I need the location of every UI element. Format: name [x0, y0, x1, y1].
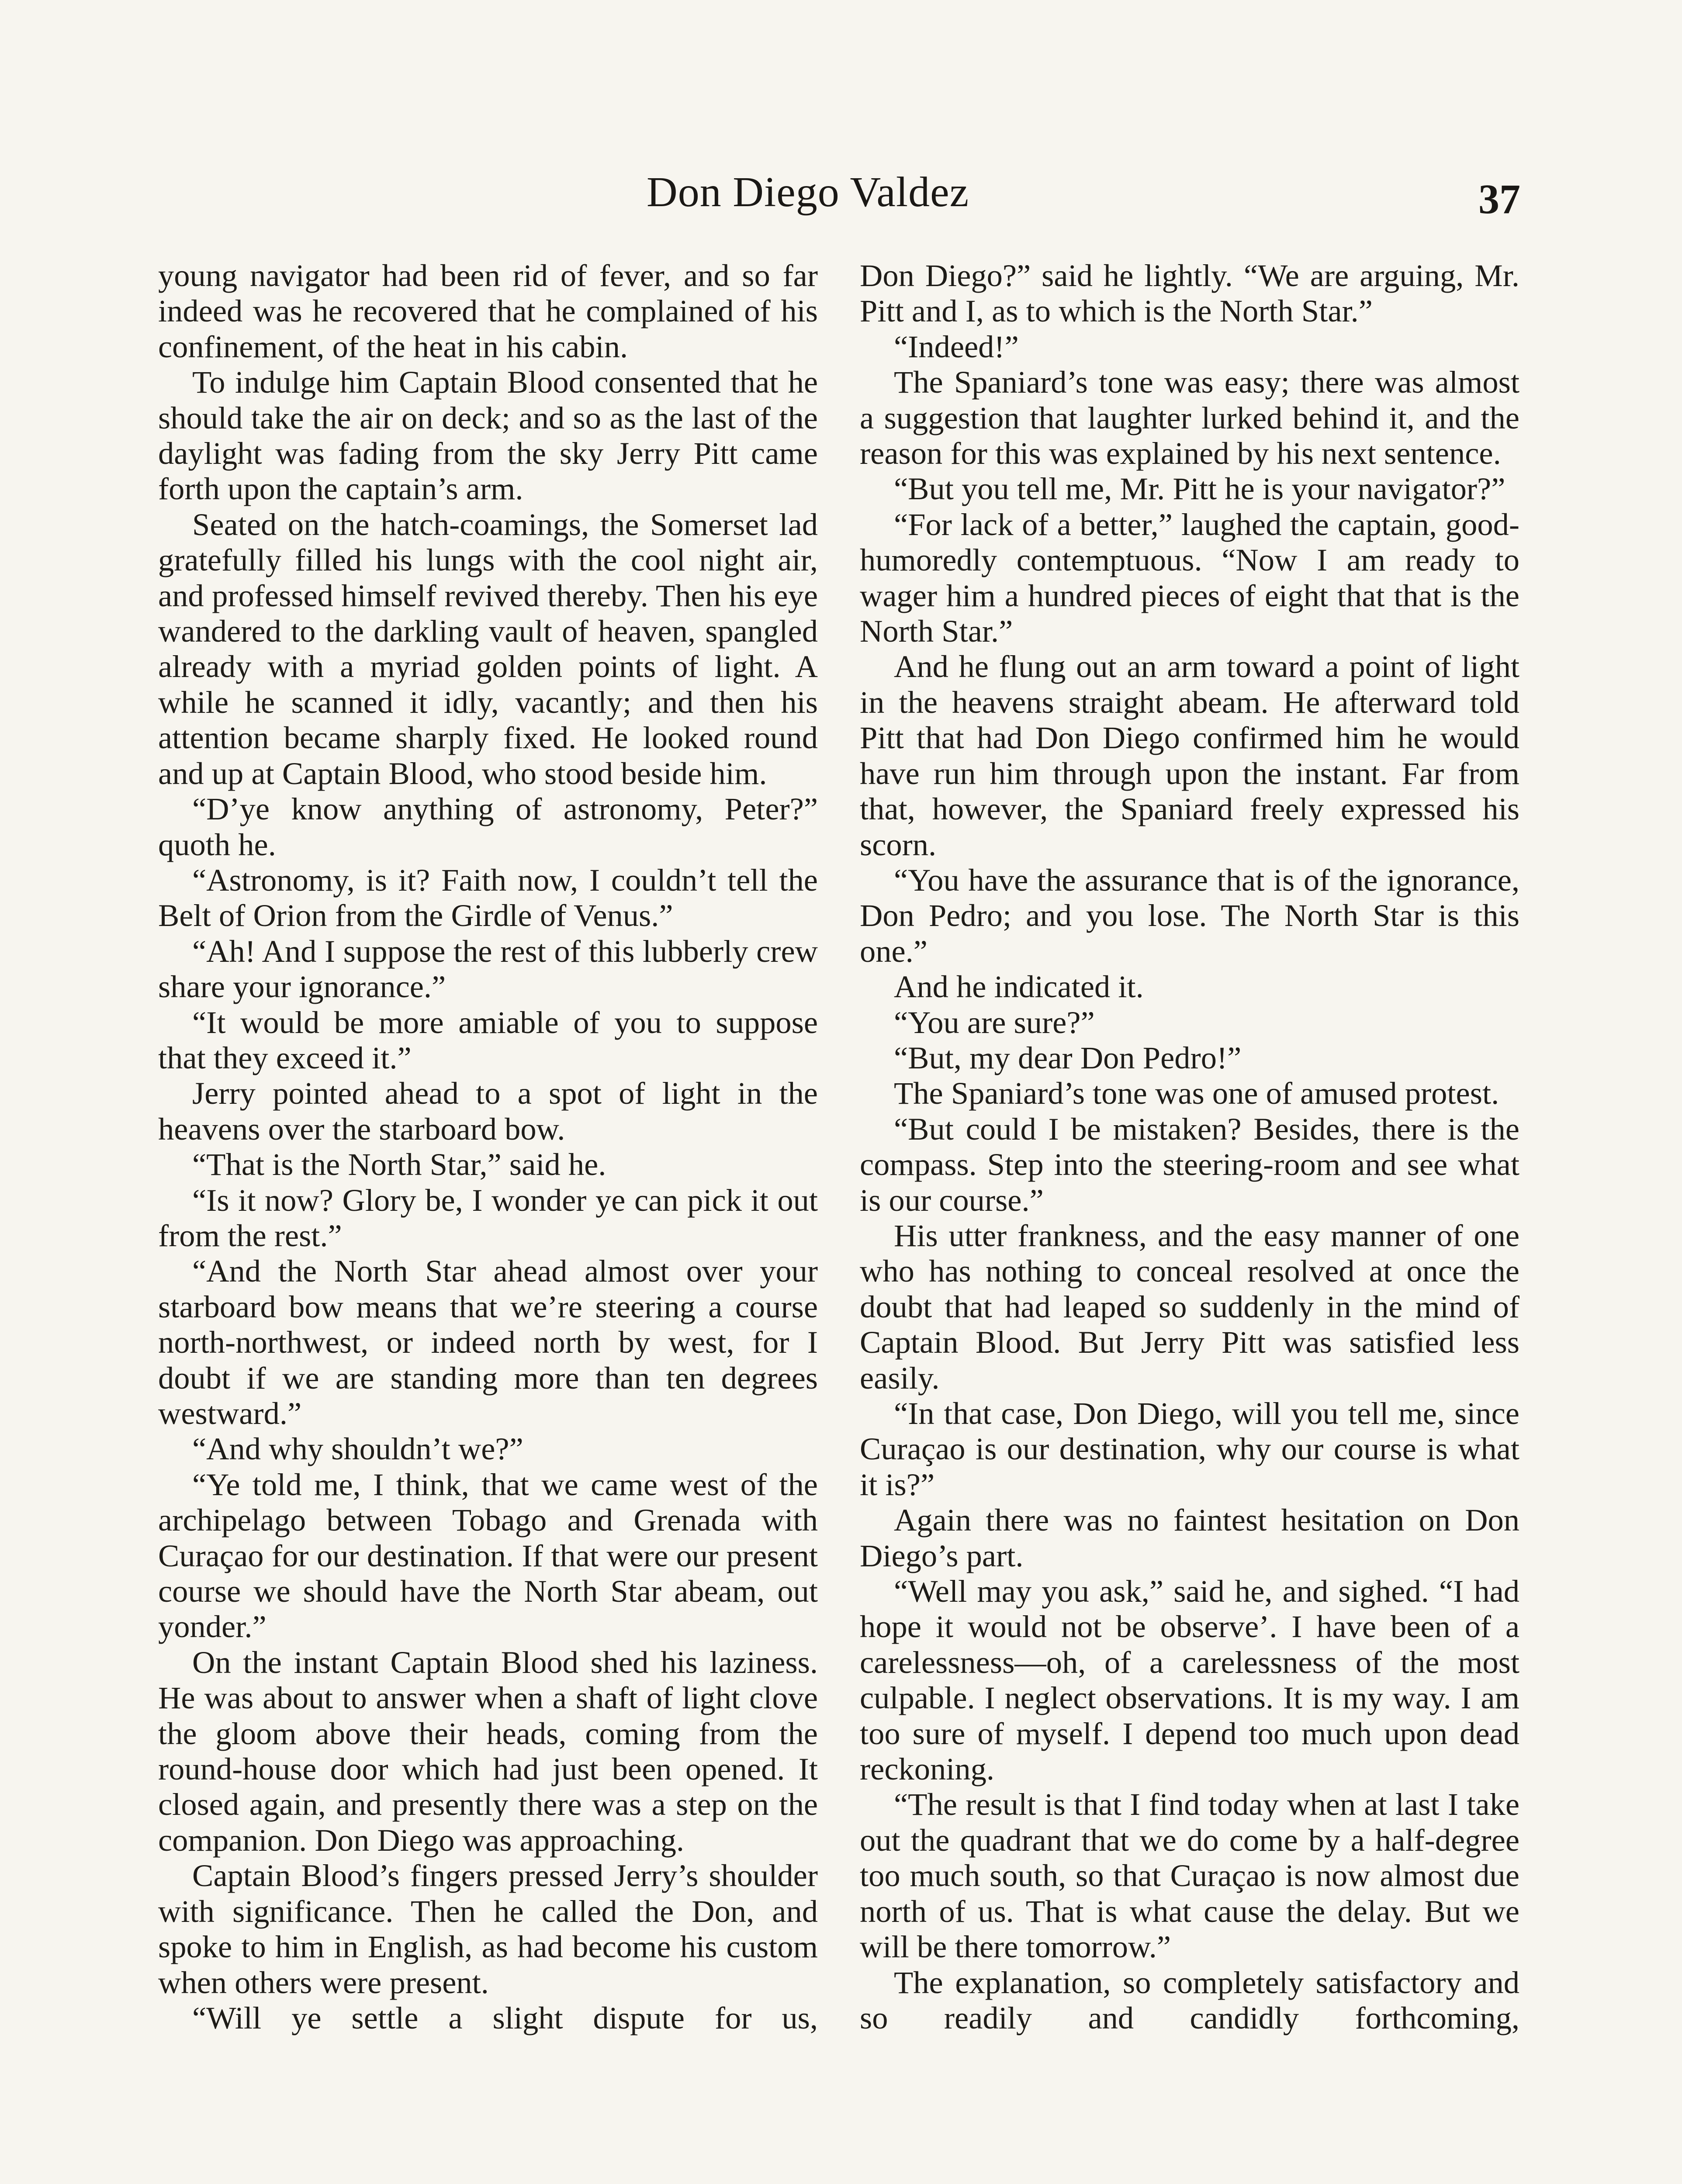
paragraph: On the instant Captain Blood shed his laziness. He was about to answer when a shaft of light clove the gloom above their heads, coming from the round-house door which had just been opened. It closed again, and presently there was a step on the companion. Don Diego was approaching. — [158, 1644, 818, 1858]
paragraph: The Spaniard’s tone was one of amused protest. — [894, 1075, 1499, 1111]
paragraph: “That is the North Star,” said he. — [192, 1147, 606, 1182]
paragraph: “Ah! And I suppose the rest of this lubberly crew share your ignorance.” — [158, 933, 818, 1005]
paragraph: Again there was no faintest hesitation on Don Diego’s part. — [860, 1502, 1519, 1573]
paragraph: To indulge him Captain Blood consented that he should take the air on deck; and so as the last of the daylight was fading from the sky Jerry Pitt came forth upon the captain’s arm. — [158, 364, 818, 507]
paragraph: “But, my dear Don Pedro!” — [894, 1040, 1242, 1075]
paragraph: “Is it now? Glory be, I wonder ye can pick it out from the rest.” — [158, 1182, 818, 1253]
paragraph: “Will ye settle a slight dispute for us, — [192, 2000, 818, 2035]
paragraph: “But could I be mistaken? Besides, there is the compass. Step into the steering-room and see what is our course.” — [860, 1111, 1519, 1218]
paragraph: young navigator had been rid of fever, and so far indeed was he recovered that he complained of his confinement, of the heat in his cabin. — [158, 258, 818, 364]
paragraph: “D’ye know anything of astronomy, Peter?” quoth he. — [158, 791, 818, 862]
paragraph: Seated on the hatch-coamings, the Somerset lad gratefully filled his lungs with the cool night air, and professed himself revived thereby. Then his eye wandered to the darkling vault of heaven, spangled already with a myriad golden points of light. A while he scanned it idly, vacantly; and then his attention became sharply fixed. He looked round and up at Captain Blood, who stood beside him. — [158, 506, 818, 791]
paragraph: “The result is that I find today when at last I take out the quadrant that we do come by a half-degree too much south, so that Curaçao is now almost due north of us. That is what cause the delay. But we will be there tomorrow.” — [860, 1787, 1519, 1965]
paragraph: The explanation, so completely satisfactory and so readily and candidly forthcoming, — [860, 1964, 1519, 2035]
paragraph: “You are sure?” — [894, 1004, 1095, 1040]
left-text-column — [158, 258, 818, 2035]
page-number: 37 — [1478, 176, 1520, 222]
paragraph: His utter frankness, and the easy manner of one who has nothing to conceal resolved at once the doubt that had leaped so suddenly in the mind of Captain Blood. But Jerry Pitt was satisfied less easily. — [860, 1217, 1519, 1396]
paragraph: And he flung out an arm toward a point of light in the heavens straight abeam. He afterward told Pitt that had Don Diego confirmed him he would have run him through upon the instant. Far from that, however, the Spaniard freely expressed his scorn. — [860, 649, 1519, 862]
paragraph: Don Diego?” said he lightly. “We are arguing, Mr. Pitt and I, as to which is the North Star.” — [860, 258, 1519, 329]
running-title: Don Diego Valdez — [647, 169, 969, 216]
paragraph: “For lack of a better,” laughed the captain, good-humoredly contemptuous. “Now I am ready to wager him a hundred pieces of eight that that is the North Star.” — [860, 506, 1519, 649]
paragraph: “And the North Star ahead almost over your starboard bow means that we’re steering a course north-northwest, or indeed north by west, for I doubt if we are standing more than ten degrees westward.” — [158, 1253, 818, 1431]
paragraph: “And why shouldn’t we?” — [192, 1431, 523, 1467]
paragraph: “Indeed!” — [894, 328, 1019, 364]
paragraph: “It would be more amiable of you to suppose that they exceed it.” — [158, 1004, 818, 1075]
paragraph: Captain Blood’s fingers pressed Jerry’s shoulder with significance. Then he called the Don, and spoke to him in English, as had become his custom when others were present. — [158, 1858, 818, 2000]
paragraph: “You have the assurance that is of the ignorance, Don Pedro; and you lose. The North Star is this one.” — [860, 862, 1519, 969]
paragraph: “Astronomy, is it? Faith now, I couldn’t tell the Belt of Orion from the Girdle of Venus.” — [158, 862, 818, 933]
paragraph: “In that case, Don Diego, will you tell me, since Curaçao is our destination, why our course is what it is?” — [860, 1396, 1519, 1502]
right-text-column — [860, 258, 1519, 2035]
paragraph: The Spaniard’s tone was easy; there was almost a suggestion that laughter lurked behind it, and the reason for this was explained by his next sentence. — [860, 364, 1519, 471]
paragraph: Jerry pointed ahead to a spot of light in the heavens over the starboard bow. — [158, 1075, 818, 1147]
paragraph: “Well may you ask,” said he, and sighed. “I had hope it would not be observe’. I have been of a carelessness—oh, of a carelessness of the most culpable. I neglect observations. It is my way. I am too sure of myself. I depend too much upon dead reckoning. — [860, 1573, 1519, 1787]
paragraph: “But you tell me, Mr. Pitt he is your navigator?” — [894, 471, 1505, 507]
paragraph: “Ye told me, I think, that we came west of the archipelago between Tobago and Grenada with Curaçao for our destination. If that were our present course we should have the North Star abeam, out yonder.” — [158, 1466, 818, 1645]
paragraph: And he indicated it. — [894, 969, 1144, 1005]
